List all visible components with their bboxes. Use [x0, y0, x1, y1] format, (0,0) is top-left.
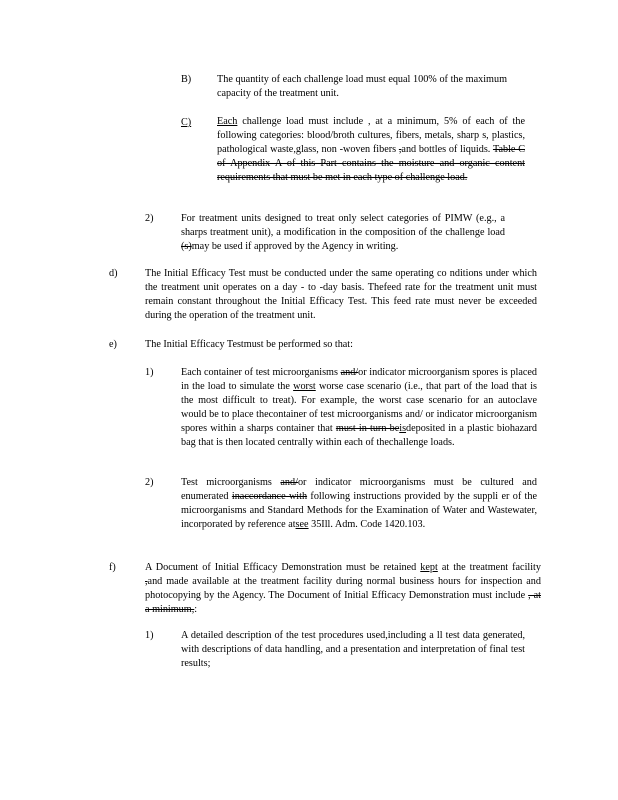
text-run: A detailed description of the test procedures used,including a ll test data generated, with descriptions of data handling, and a presentation and interpretation of final test results;: [181, 630, 525, 669]
deleted-text: (s): [181, 241, 192, 252]
item-text: [145, 338, 537, 352]
text-run: or indicator microorganism spores is placed in the load to simulate the: [181, 367, 537, 392]
item-marker: f): [109, 562, 116, 573]
item-text: [217, 115, 525, 185]
item-marker: 2): [145, 213, 154, 224]
text-run: worse case scenario (i.e., that part of the load that is the most difficult to treat). For example, the worst case scenario for an autoclave would be to place thecontainer of test microorganisms and/ or indicator microorganism spores within a sharps container that: [181, 381, 537, 434]
text-run: challenge load must include , at a minimum, 5% of each of the following categories: blood/broth cultures, fibers, metals, sharp s, plastics, pathological waste,glass, non -woven fibers: [217, 116, 525, 155]
item-text: [145, 267, 537, 323]
item-marker: C): [181, 117, 192, 128]
item-marker: e): [109, 339, 117, 350]
deleted-text: ,: [398, 144, 402, 155]
text-run: and made available at the treatment facility during normal business hours for inspection and photocopying by the Agency. The Document of Initial Efficacy Demonstration must include: [145, 576, 541, 601]
deleted-text: , at a minimum,: [145, 590, 541, 615]
text-run: and bottles of liquids.: [401, 144, 493, 155]
deleted-text: must in turn be: [335, 423, 400, 434]
inserted-text: kept: [420, 562, 438, 573]
inserted-text: worst: [293, 381, 316, 392]
item-text: [181, 629, 525, 671]
item-marker: 2): [145, 477, 154, 488]
text-run: deposited in a plastic biohazard bag that is then located centrally within each of thechallenge loads.: [181, 423, 538, 448]
deleted-text: Table C of Appendix A of this Part contains the moisture and organic content requirements that must be met in each type of challenge load.: [217, 144, 525, 183]
text-run: at the treatment facility: [437, 562, 541, 573]
inserted-text: Each: [217, 116, 238, 127]
item-text: [181, 476, 537, 532]
text-run: Test microorganisms: [181, 477, 281, 488]
deleted-text: ,: [145, 576, 148, 587]
item-text: [145, 561, 541, 617]
deleted-text: inaccordance with: [231, 491, 308, 502]
item-text: [181, 366, 537, 450]
inserted-text: see: [295, 519, 309, 530]
item-marker: B): [181, 74, 192, 85]
text-run: may be used if approved by the Agency in writing.: [191, 241, 399, 252]
deleted-text: and/: [280, 477, 298, 488]
text-run: :: [194, 604, 198, 615]
text-run: For treatment units designed to treat only select categories of PIMW (e.g., a sharps treatment unit), a modification in the composition of the challenge load: [181, 213, 505, 238]
item-marker: 1): [145, 630, 154, 641]
text-run: 35Ill. Adm. Code 1420.103.: [308, 519, 426, 530]
item-marker: d): [109, 268, 118, 279]
item-text: [181, 212, 505, 254]
text-run: Each container of test microorganisms: [181, 367, 341, 378]
text-run: A Document of Initial Efficacy Demonstration must be retained: [145, 562, 421, 573]
text-run: The Initial Efficacy Test must be conducted under the same operating co nditions under which the treatment unit operates on a day - to -day basis. Thefeed rate for the treatment unit must remain constant throughout the Initial Efficacy Test. This feed rate must never be exceeded during the operation of the treatment unit.: [145, 268, 537, 321]
text-run: or indicator microorganisms must be cultured and enumerated: [181, 477, 537, 502]
text-run: following instructions provided by the suppli er of the microorganisms and Standard Methods for the Examination of Water and Wastewater, incorporated by reference at: [181, 491, 538, 530]
item-text: [217, 73, 507, 101]
text-run: The Initial Efficacy Testmust be performed so that:: [145, 339, 353, 350]
deleted-text: and/: [340, 367, 359, 378]
text-run: The quantity of each challenge load must equal 100% of the maximum capacity of the treatment unit.: [217, 74, 507, 99]
item-marker: 1): [145, 367, 154, 378]
inserted-text: is: [399, 423, 407, 434]
